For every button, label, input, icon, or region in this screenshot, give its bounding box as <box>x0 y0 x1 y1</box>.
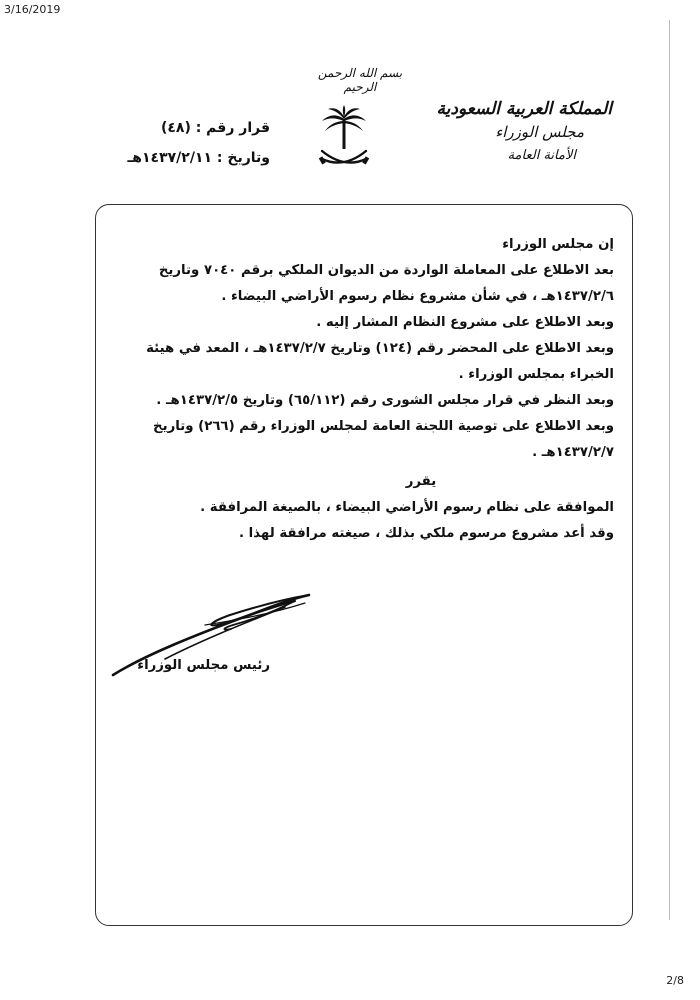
signer-title: رئيس مجلس الوزراء <box>137 658 270 673</box>
scan-edge-line <box>669 20 670 920</box>
basmala: بسم الله الرحمن الرحيم <box>317 66 403 94</box>
saudi-emblem-palm-swords-icon <box>316 105 372 175</box>
ministry-line-council: مجلس الوزراء <box>495 123 584 141</box>
resolution: الموافقة على نظام رسوم الأراضي البيضاء ، بالصيغة المرافقة . <box>200 500 614 515</box>
paragraph: بعد الاطلاع على المعاملة الواردة من الديوان الملكي برقم ٧٠٤٠ وتاريخ ١٤٣٧/٢/٦هـ ، في شأن مشروع نظام رسوم الأراضي البيضاء . <box>158 263 614 304</box>
paragraph: وبعد الاطلاع على توصية اللجنة العامة لمجلس الوزراء رقم (٢٦٦) وتاريخ ١٤٣٧/٢/٧هـ . <box>153 419 614 460</box>
page-number: 2/8 <box>666 974 684 987</box>
paragraph: وبعد النظر في قرار مجلس الشورى رقم (٦٥/١١٢) وتاريخ ١٤٣٧/٢/٥هـ . <box>156 393 614 408</box>
paragraph: وبعد الاطلاع على المحضر رقم (١٢٤) وتاريخ ١٤٣٧/٢/٧هـ ، المعد في هيئة الخبراء بمجلس الوزراء . <box>146 341 614 382</box>
decision-number: قرار رقم : (٤٨) <box>160 120 270 136</box>
opening-line: إن مجلس الوزراء <box>502 237 614 252</box>
decision-info <box>110 113 270 173</box>
ministry-header <box>412 98 612 167</box>
paragraph: وبعد الاطلاع على مشروع النظام المشار إليه . <box>316 315 614 330</box>
ministry-line-kingdom: المملكة العربية السعودية <box>436 99 612 119</box>
decides-heading: يقرر <box>405 474 437 489</box>
resolution: وقد أعد مشروع مرسوم ملكي بذلك ، صيغته مرافقة لهذا . <box>239 526 614 541</box>
print-date: 3/16/2019 <box>4 3 61 16</box>
ministry-line-secretariat: الأمانة العامة <box>507 148 576 163</box>
document-body <box>108 232 614 547</box>
decision-date: وتاريخ : ١٤٣٧/٢/١١هـ <box>127 150 270 166</box>
